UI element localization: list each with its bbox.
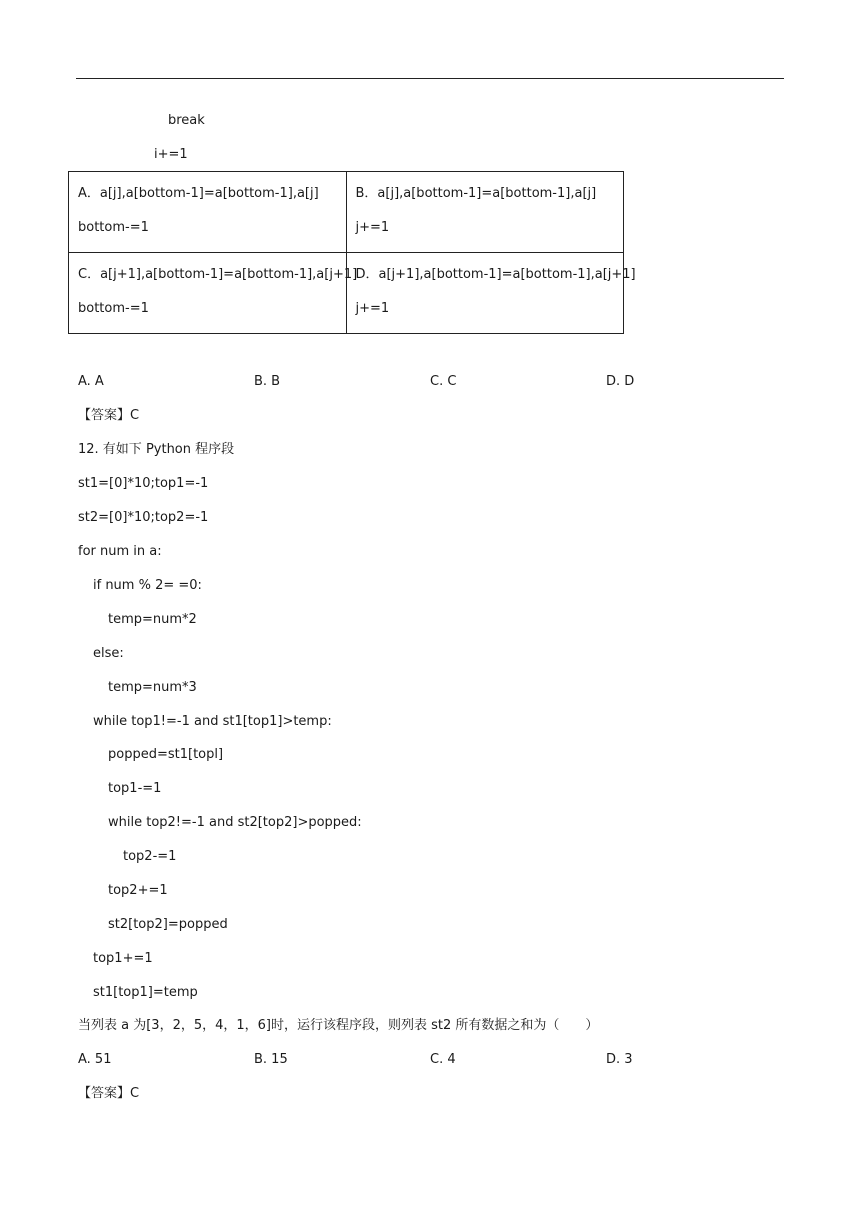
q12-answer: 【答案】C: [78, 1086, 140, 1101]
code-line: while top1!=-1 and st1[top1]>temp:: [93, 714, 332, 729]
code-line: top1+=1: [93, 951, 153, 966]
code-line: top2-=1: [123, 849, 177, 864]
code-line-increment: i+=1: [154, 147, 188, 162]
q12-choice-b: B. 15: [254, 1052, 288, 1067]
code-line: top2+=1: [108, 883, 168, 898]
options-table: [68, 171, 636, 334]
option-b-line2: j+=1: [355, 220, 390, 235]
option-a-line2: bottom-=1: [78, 220, 149, 235]
code-line: st2[top2]=popped: [108, 917, 228, 932]
q11-choice-c: C. C: [430, 374, 457, 389]
code-line: popped=st1[topl]: [108, 747, 224, 762]
option-cell-d: [346, 253, 636, 334]
option-cell-a: [69, 172, 347, 253]
header-rule: [76, 78, 784, 79]
code-line: temp=num*2: [108, 612, 197, 627]
q12-choice-a: A. 51: [78, 1052, 112, 1067]
option-d-line2: j+=1: [355, 301, 390, 316]
q12-choice-c: C. 4: [430, 1052, 456, 1067]
q12-question: 当列表 a 为[3，2，5，4，1，6]时，运行该程序段，则列表 st2 所有数据之和为（ ）: [78, 1018, 599, 1033]
q11-choice-b: B. B: [254, 374, 281, 389]
q11-answer: 【答案】C: [78, 408, 140, 423]
code-line: temp=num*3: [108, 680, 197, 695]
option-d-line1: D．a[j+1],a[bottom-1]=a[bottom-1],a[j+1]: [355, 267, 636, 282]
code-line: for num in a:: [78, 544, 162, 559]
table-row: [69, 253, 624, 334]
option-cell-c: [69, 253, 358, 334]
q11-choice-d: D. D: [606, 374, 635, 389]
code-line-break: break: [168, 113, 205, 128]
option-b-line1: B．a[j],a[bottom-1]=a[bottom-1],a[j]: [355, 186, 597, 201]
q12-choice-d: D. 3: [606, 1052, 633, 1067]
option-c-line2: bottom-=1: [78, 301, 149, 316]
option-a-line1: A．a[j],a[bottom-1]=a[bottom-1],a[j]: [78, 186, 319, 201]
q12-heading: 12. 有如下 Python 程序段: [78, 442, 235, 457]
code-line: st1=[0]*10;top1=-1: [78, 476, 209, 491]
code-line: if num % 2= =0:: [93, 578, 202, 593]
code-line: else:: [93, 646, 124, 661]
code-line: st1[top1]=temp: [93, 985, 198, 1000]
code-line: st2=[0]*10;top2=-1: [78, 510, 209, 525]
table-row: [69, 172, 624, 253]
code-line: top1-=1: [108, 781, 162, 796]
q11-choice-a: A. A: [78, 374, 104, 389]
code-line: while top2!=-1 and st2[top2]>popped:: [108, 815, 362, 830]
option-c-line1: C．a[j+1],a[bottom-1]=a[bottom-1],a[j+1]: [78, 267, 358, 282]
option-cell-b: [346, 172, 624, 253]
